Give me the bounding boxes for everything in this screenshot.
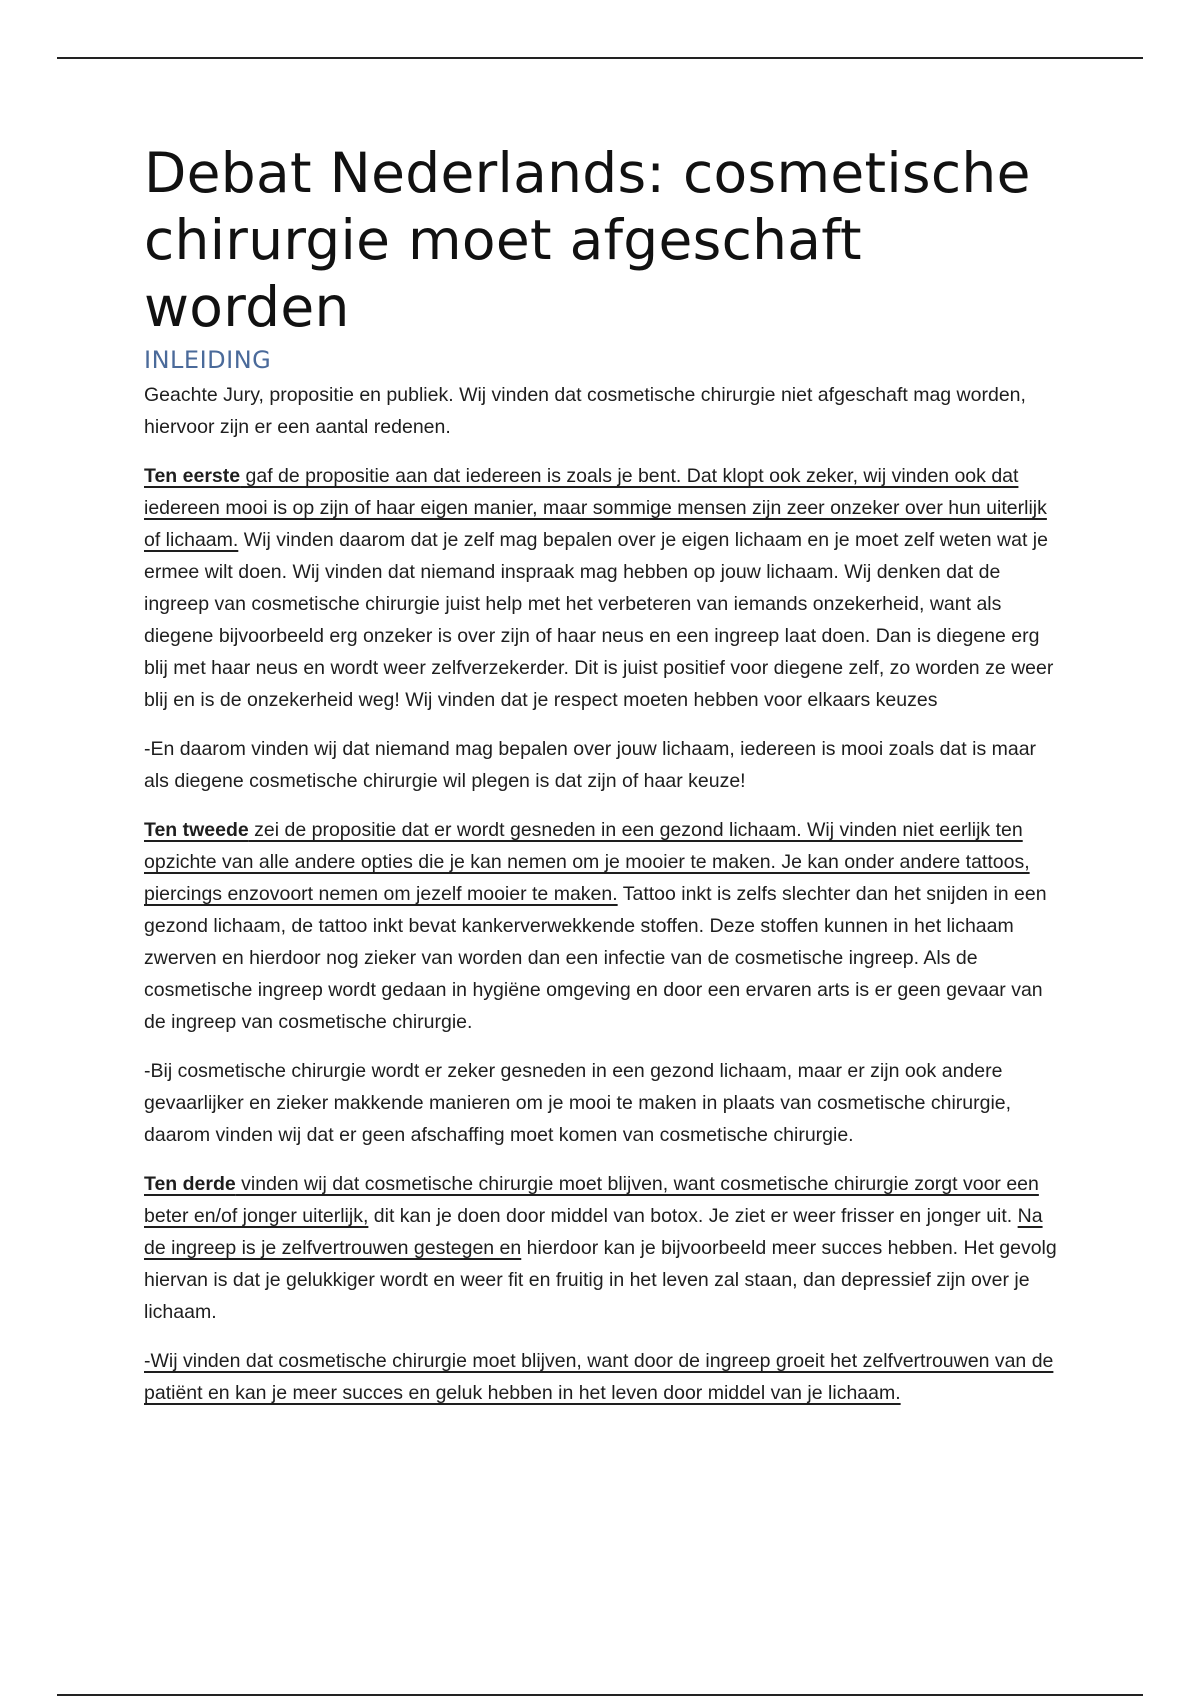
footer-rule (57, 1694, 1143, 1696)
paragraph-text: Tattoo inkt is zelfs slechter dan het snijden in een gezond lichaam, de tattoo inkt bevat kankerverwekkende stoffen. Deze stoffen kunnen in het lichaam zwerven en hierdoor nog zieker van worden dan een infectie van de cosmetische ingreep. Als de cosmetische ingreep wordt gedaan in hygiëne omgeving en door een ervaren arts is er geen gevaar van de ingreep van cosmetische chirurgie. (144, 883, 1047, 1033)
paragraph-intro: Geachte Jury, propositie en publiek. Wij vinden dat cosmetische chirurgie niet afgeschaft mag worden, hiervoor zijn er een aantal redenen. (144, 384, 1026, 438)
header-rule (57, 57, 1143, 59)
underlined-text: zei de propositie dat er wordt gesneden in een gezond lichaam. Wij vinden niet eerlijk ten opzichte van alle andere opties die je kan nemen om je mooier te maken. Je kan onder andere tattoos, piercings enzovoort nemen om jezelf mooier te maken. (144, 819, 1030, 905)
paragraph-text: Wij vinden daarom dat je zelf mag bepalen over je eigen lichaam en je moet zelf weten wat je ermee wilt doen. Wij vinden dat niemand inspraak mag hebben op jouw lichaam. Wij denken dat de ingreep van cosmetische chirurgie juist help met het verbeteren van iemands onzekerheid, want als diegene bijvoorbeeld erg onzeker is over zijn of haar neus en een ingreep laat doen. Dan is diegene erg blij met haar neus en wordt weer zelfverzekerder. Dit is juist positief voor diegene zelf, zo worden ze weer blij en is de onzekerheid weg! Wij vinden dat je respect moeten hebben voor elkaars keuzes (144, 529, 1054, 711)
paragraph-text: hierdoor kan je bijvoorbeeld meer succes hebben. Het gevolg hiervan is dat je gelukkiger wordt en weer fit en fruitig in het leven zal staan, dan depressief zijn over je lichaam. (144, 1237, 1057, 1323)
paragraph-ten-eerste (144, 460, 1064, 716)
paragraph-conclusion-1: -En daarom vinden wij dat niemand mag bepalen over jouw lichaam, iedereen is mooi zoals dat is maar als diegene cosmetische chirurgie wil plegen is dat zijn of haar keuze! (144, 738, 1037, 792)
paragraph-ten-derde (144, 1168, 1064, 1328)
document-title: Debat Nederlands: cosmetische chirurgie moet afgeschaft worden (144, 141, 1031, 339)
paragraph-lead-bold: Ten eerste (144, 465, 241, 487)
paragraph-lead-bold: Ten tweede (144, 819, 249, 841)
paragraph-conclusion-2: -Bij cosmetische chirurgie wordt er zeker gesneden in een gezond lichaam, maar er zijn ook andere gevaarlijker en zieker makkende manieren om je mooi te maken in plaats van cosmetische chirurgie, daarom vinden wij dat er geen afschaffing moet komen van cosmetische chirurgie. (144, 1060, 1012, 1146)
document-body (144, 140, 1064, 1426)
underlined-text: gaf de propositie aan dat iedereen is zoals je bent. Dat klopt ook zeker, wij vinden ook dat iedereen mooi is op zijn of haar eigen manier, maar sommige mensen zijn zeer onzeker over hun uiterlijk of lichaam. (144, 465, 1047, 551)
paragraph-lead-bold: Ten derde (144, 1173, 236, 1195)
paragraph-conclusion-3: -Wij vinden dat cosmetische chirurgie moet blijven, want door de ingreep groeit het zelfvertrouwen van de patiënt en kan je meer succes en geluk hebben in het leven door middel van je lichaam. (144, 1350, 1054, 1404)
paragraph-text: dit kan je doen door middel van botox. Je ziet er weer frisser en jonger uit. (368, 1205, 1018, 1227)
underlined-text: Na de ingreep is je zelfvertrouwen gestegen en (144, 1205, 1043, 1259)
section-heading-inleiding: INLEIDING (144, 346, 272, 374)
paragraph-ten-tweede (144, 814, 1064, 1038)
underlined-text: vinden wij dat cosmetische chirurgie moet blijven, want cosmetische chirurgie zorgt voor een beter en/of jonger uiterlijk, (144, 1173, 1039, 1227)
